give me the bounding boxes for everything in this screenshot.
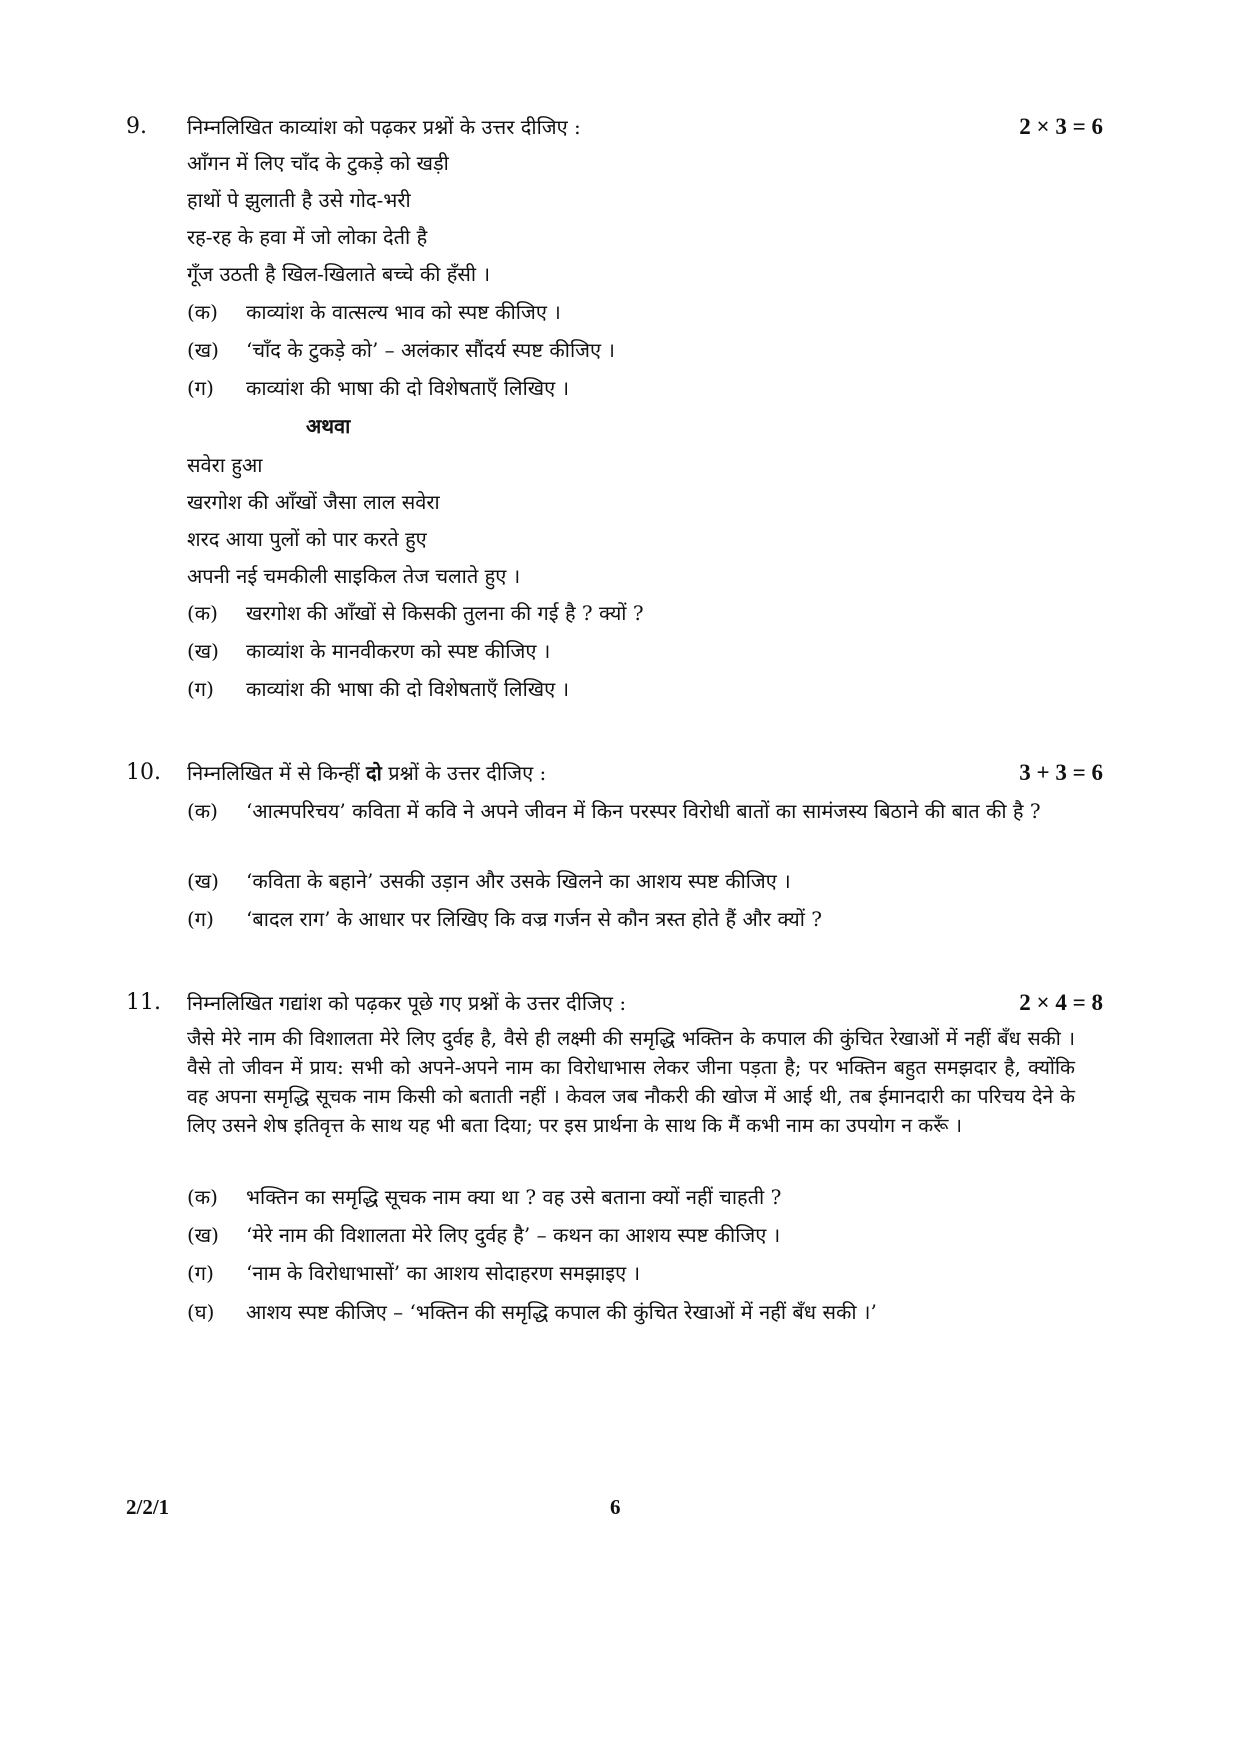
poem2-line-4: अपनी नई चमकीली साइकिल तेज चलाते हुए । <box>187 564 521 588</box>
question-10-stem-emphasis: दो <box>366 761 382 785</box>
question-10-marks: 3 + 3 = 6 <box>1019 760 1103 785</box>
q10-part-ga-label: (ग) <box>187 907 214 931</box>
poem1-line-3: रह-रह के हवा में जो लोका देती है <box>187 225 428 249</box>
q11-passage: जैसे मेरे नाम की विशालता मेरे लिए दुर्वह है, वैसे ही लक्ष्मी की समृद्धि भक्तिन के कपाल की कुंचित रेखाओं में नहीं बँध सकी । वैसे तो जीवन में प्राय: सभी को अपने-अपने नाम का विरोधाभास लेकर जीना पड़ता है; पर भक्तिन बहुत समझदार है, क्योंकि वह अपना समृद्धि सूचक नाम किसी को बताती नहीं । केवल जब नौकरी की खोज में आई थी, तब ईमानदारी का परिचय देने के लिए उसने शेष इतिवृत्त के साथ यह भी बता दिया; पर इस प्रार्थना के साथ कि मैं कभी नाम का उपयोग न करूँ । <box>187 1027 1075 1137</box>
q9-part-ka-label: (क) <box>187 300 218 324</box>
q10-part-ka-label: (क) <box>187 799 218 823</box>
question-9-stem: निम्नलिखित काव्यांश को पढ़कर प्रश्नों के उत्तर दीजिए : <box>187 115 581 139</box>
page-number: 6 <box>610 1495 621 1519</box>
poem2-line-3: शरद आया पुलों को पार करते हुए <box>187 527 427 551</box>
question-10-stem-part-1: निम्नलिखित में से किन्हीं <box>187 761 367 785</box>
question-10-stem <box>187 758 546 788</box>
or-separator: अथवा <box>306 414 351 438</box>
q10-part-ga-text: ‘बादल राग’ के आधार पर लिखिए कि वज्र गर्जन से कौन त्रस्त होते हैं और क्यों ? <box>246 907 823 931</box>
poem1-line-1: आँगन में लिए चाँद के टुकड़े को खड़ी <box>187 151 449 175</box>
question-9-marks: 2 × 3 = 6 <box>1019 114 1103 139</box>
q11-part-gha-text: आशय स्पष्ट कीजिए – ‘भक्तिन की समृद्धि कपाल की कुंचित रेखाओं में नहीं बँध सकी ।’ <box>246 1300 877 1324</box>
q11-part-gha-label: (घ) <box>187 1300 215 1324</box>
q9-alt-part-ga-text: काव्यांश की भाषा की दो विशेषताएँ लिखिए । <box>246 677 570 701</box>
poem2-line-1: सवेरा हुआ <box>187 453 263 477</box>
question-11-marks: 2 × 4 = 8 <box>1019 990 1103 1015</box>
q9-part-kha-text: ‘चाँद के टुकड़े को’ – अलंकार सौंदर्य स्पष्ट कीजिए । <box>246 338 615 362</box>
poem1-line-2: हाथों पे झुलाती है उसे गोद-भरी <box>187 188 411 212</box>
q10-part-kha-label: (ख) <box>187 869 219 893</box>
question-number-10: 10. <box>126 760 161 785</box>
question-number-11: 11. <box>126 990 161 1015</box>
q10-part-kha-text: ‘कविता के बहाने’ उसकी उड़ान और उसके खिलने का आशय स्पष्ट कीजिए । <box>246 869 791 893</box>
q9-alt-part-kha-label: (ख) <box>187 639 219 663</box>
poem2-line-2: खरगोश की आँखों जैसा लाल सवेरा <box>187 490 440 514</box>
q9-part-ka-text: काव्यांश के वात्सल्य भाव को स्पष्ट कीजिए । <box>246 300 561 324</box>
q9-part-ga-text: काव्यांश की भाषा की दो विशेषताएँ लिखिए । <box>246 376 570 400</box>
q9-alt-part-ka-text: खरगोश की आँखों से किसकी तुलना की गई है ? क्यों ? <box>246 601 644 625</box>
question-11-stem: निम्नलिखित गद्यांश को पढ़कर पूछे गए प्रश्नों के उत्तर दीजिए : <box>187 991 627 1015</box>
q9-alt-part-ka-label: (क) <box>187 601 218 625</box>
question-10-stem-part-2: प्रश्नों के उत्तर दीजिए : <box>381 761 547 785</box>
q11-part-kha-label: (ख) <box>187 1223 219 1247</box>
question-number-9: 9. <box>126 114 147 139</box>
q11-part-kha-text: ‘मेरे नाम की विशालता मेरे लिए दुर्वह है’ – कथन का आशय स्पष्ट कीजिए । <box>246 1223 781 1247</box>
paper-code: 2/2/1 <box>126 1495 170 1519</box>
q9-alt-part-kha-text: काव्यांश के मानवीकरण को स्पष्ट कीजिए । <box>246 639 551 663</box>
q10-part-ka-text: ‘आत्मपरिचय’ कविता में कवि ने अपने जीवन में किन परस्पर विरोधी बातों का सामंजस्य बिठाने की बात की है ? <box>246 799 1041 823</box>
poem1-line-4: गूँज उठती है खिल-खिलाते बच्चे की हँसी । <box>187 262 491 286</box>
q11-part-ga-text: ‘नाम के विरोधाभासों’ का आशय सोदाहरण समझाइए । <box>246 1261 641 1285</box>
q11-part-ga-label: (ग) <box>187 1261 214 1285</box>
q9-part-ga-label: (ग) <box>187 376 214 400</box>
q9-part-kha-label: (ख) <box>187 338 219 362</box>
q11-part-ka-text: भक्तिन का समृद्धि सूचक नाम क्या था ? वह उसे बताना क्यों नहीं चाहती ? <box>246 1185 782 1209</box>
q11-part-ka-label: (क) <box>187 1185 218 1209</box>
q9-alt-part-ga-label: (ग) <box>187 677 214 701</box>
